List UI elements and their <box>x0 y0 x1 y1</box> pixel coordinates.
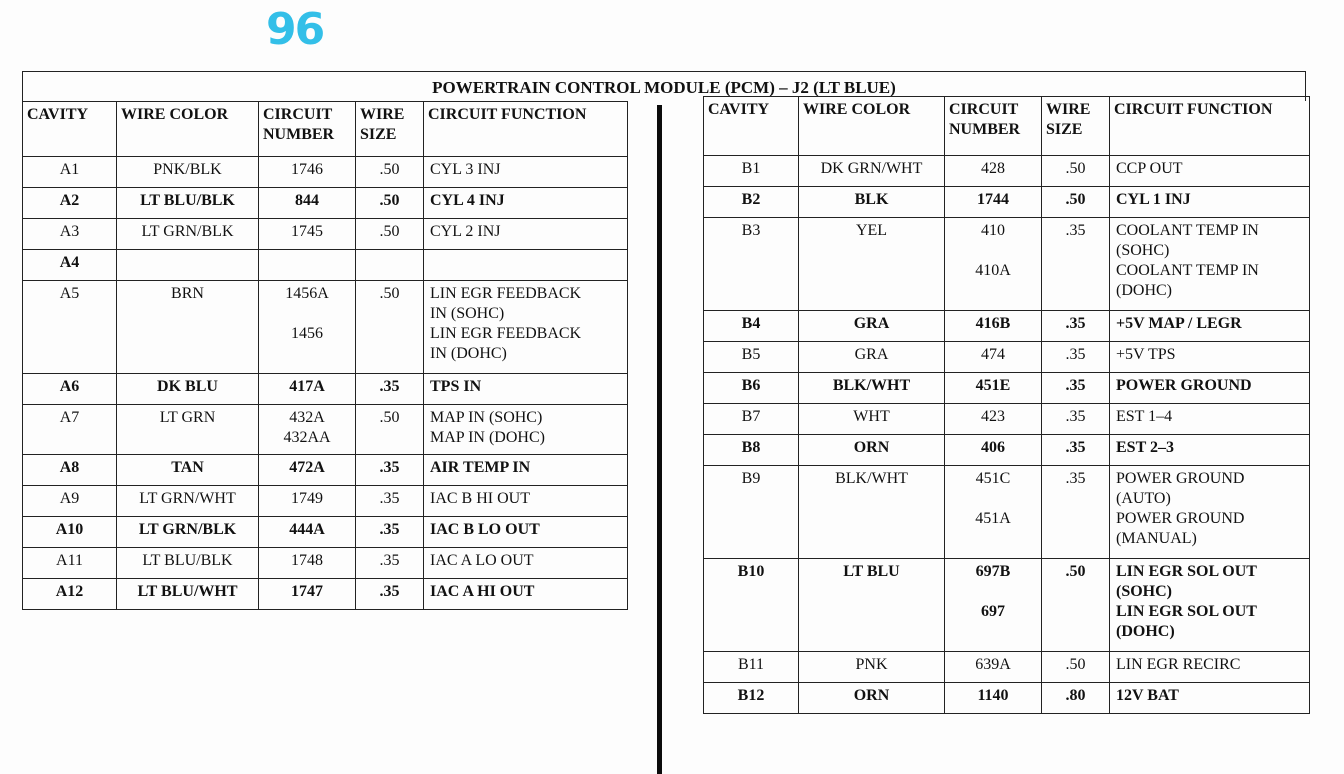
wire-color-cell: PNK <box>799 652 945 683</box>
circuit-number-line: 1456 <box>291 325 323 342</box>
circuit-function-line: CYL 1 INJ <box>1116 191 1191 208</box>
header-wire-color: WIRE COLOR <box>799 97 945 156</box>
cavity-cell: B7 <box>704 404 799 435</box>
table-row <box>23 374 628 405</box>
circuit-number-cell <box>259 219 356 250</box>
wire-size-cell: .80 <box>1042 683 1110 714</box>
circuit-function-line: CYL 2 INJ <box>430 223 501 240</box>
cavity-cell: A11 <box>23 548 117 579</box>
table-row <box>23 517 628 548</box>
circuit-function-cell <box>424 157 628 188</box>
circuit-function-line: POWER GROUND <box>1116 470 1245 487</box>
circuit-function-cell <box>424 250 628 281</box>
circuit-number-cell <box>945 652 1042 683</box>
circuit-function-line: POWER GROUND <box>1116 377 1252 394</box>
circuit-function-line: EST 2–3 <box>1116 439 1174 456</box>
table-row <box>704 652 1310 683</box>
circuit-number-cell <box>945 311 1042 342</box>
circuit-function-line: IAC B LO OUT <box>430 521 540 538</box>
circuit-number-line <box>949 582 1037 602</box>
cavity-cell: B9 <box>704 466 799 559</box>
header-wire-color: WIRE COLOR <box>117 102 259 157</box>
circuit-number-line: 406 <box>981 439 1005 456</box>
wire-color-cell <box>117 250 259 281</box>
wire-color-cell: BLK <box>799 187 945 218</box>
wire-size-cell: .35 <box>1042 466 1110 559</box>
circuit-number-line: 844 <box>295 192 319 209</box>
pin-table-left <box>22 101 628 610</box>
table-row <box>704 466 1310 559</box>
circuit-number-line: 416B <box>975 315 1011 332</box>
table-row <box>23 579 628 610</box>
wire-size-cell: .50 <box>356 405 424 455</box>
circuit-function-line: IAC B HI OUT <box>430 490 530 507</box>
wire-size-cell: .35 <box>1042 373 1110 404</box>
wire-size-cell: .35 <box>1042 311 1110 342</box>
wire-size-cell: .35 <box>356 374 424 405</box>
wire-size-cell: .50 <box>356 219 424 250</box>
circuit-number-cell <box>259 548 356 579</box>
table-row <box>23 219 628 250</box>
cavity-cell: A5 <box>23 281 117 374</box>
circuit-number-cell <box>945 559 1042 652</box>
wire-color-cell: LT GRN <box>117 405 259 455</box>
circuit-number-line: 417A <box>289 378 325 395</box>
circuit-number-cell <box>945 435 1042 466</box>
wire-size-cell: .35 <box>1042 342 1110 373</box>
circuit-number-cell <box>259 157 356 188</box>
circuit-number-cell <box>945 466 1042 559</box>
cavity-cell: B3 <box>704 218 799 311</box>
cavity-cell: B5 <box>704 342 799 373</box>
wire-size-cell: .35 <box>1042 435 1110 466</box>
circuit-function-cell <box>1110 156 1310 187</box>
wire-size-cell: .35 <box>356 579 424 610</box>
header-wire-size: WIRE SIZE <box>1042 97 1110 156</box>
cavity-cell: A4 <box>23 250 117 281</box>
cavity-cell: A1 <box>23 157 117 188</box>
circuit-function-line: CYL 4 INJ <box>430 192 505 209</box>
circuit-function-line: (DOHC) <box>1116 623 1175 640</box>
wire-color-cell: WHT <box>799 404 945 435</box>
circuit-number-cell <box>259 188 356 219</box>
circuit-number-line: 1747 <box>291 583 323 600</box>
cavity-cell: A12 <box>23 579 117 610</box>
circuit-number-cell <box>259 374 356 405</box>
table-row <box>23 405 628 455</box>
column-divider <box>657 105 662 774</box>
table-row <box>704 218 1310 311</box>
wire-size-cell: .50 <box>1042 156 1110 187</box>
wire-size-cell: .35 <box>356 548 424 579</box>
circuit-number-line: 1744 <box>977 191 1009 208</box>
circuit-function-line <box>430 253 623 273</box>
circuit-function-cell <box>424 455 628 486</box>
circuit-function-line: (SOHC) <box>1116 583 1172 600</box>
circuit-number-cell <box>945 342 1042 373</box>
table-row <box>23 455 628 486</box>
header-circuit-number: CIRCUIT NUMBER <box>945 97 1042 156</box>
circuit-number-line: 1749 <box>291 490 323 507</box>
cavity-cell: B4 <box>704 311 799 342</box>
wire-color-cell: LT BLU/BLK <box>117 548 259 579</box>
circuit-number-line: 410 <box>981 222 1005 239</box>
circuit-number-line: 444A <box>289 521 325 538</box>
circuit-function-cell <box>1110 218 1310 311</box>
circuit-number-line: 432AA <box>283 429 331 446</box>
wire-size-cell: .35 <box>356 486 424 517</box>
circuit-number-cell <box>259 486 356 517</box>
circuit-function-line: COOLANT TEMP IN <box>1116 262 1259 279</box>
table-row <box>704 683 1310 714</box>
cavity-cell: A10 <box>23 517 117 548</box>
circuit-function-line: LIN EGR FEEDBACK <box>430 325 582 342</box>
circuit-number-line <box>263 304 351 324</box>
circuit-number-line: 639A <box>975 656 1011 673</box>
wire-size-cell <box>356 250 424 281</box>
cavity-cell: A6 <box>23 374 117 405</box>
circuit-function-cell <box>424 517 628 548</box>
wire-color-cell: BLK/WHT <box>799 466 945 559</box>
wire-color-cell: GRA <box>799 342 945 373</box>
circuit-number-line: 451C <box>975 470 1011 487</box>
circuit-function-line: +5V TPS <box>1116 346 1176 363</box>
circuit-function-cell <box>1110 311 1310 342</box>
circuit-function-cell <box>1110 652 1310 683</box>
circuit-number-line <box>949 529 1037 549</box>
wire-color-cell: LT GRN/BLK <box>117 517 259 548</box>
circuit-function-line: LIN EGR FEEDBACK <box>430 285 582 302</box>
wire-size-cell: .50 <box>1042 187 1110 218</box>
circuit-number-line <box>263 344 351 364</box>
circuit-number-line: 423 <box>981 408 1005 425</box>
wire-size-cell: .35 <box>1042 404 1110 435</box>
cavity-cell: A9 <box>23 486 117 517</box>
cavity-cell: A2 <box>23 188 117 219</box>
circuit-function-line: LIN EGR SOL OUT <box>1116 603 1257 620</box>
circuit-number-line <box>263 253 351 273</box>
wire-size-cell: .35 <box>356 455 424 486</box>
circuit-number-cell <box>259 455 356 486</box>
circuit-function-cell <box>1110 404 1310 435</box>
page-number: 96 <box>266 4 324 55</box>
wire-color-cell: BLK/WHT <box>799 373 945 404</box>
table-row <box>704 342 1310 373</box>
wire-color-cell: LT BLU/WHT <box>117 579 259 610</box>
table-row <box>704 559 1310 652</box>
circuit-function-cell <box>1110 466 1310 559</box>
circuit-number-cell <box>945 218 1042 311</box>
circuit-number-line: 1140 <box>977 687 1009 704</box>
circuit-function-line: MAP IN (SOHC) <box>430 409 543 426</box>
circuit-function-cell <box>424 548 628 579</box>
circuit-function-line: IAC A HI OUT <box>430 583 535 600</box>
circuit-function-cell <box>424 405 628 455</box>
table-row <box>23 281 628 374</box>
circuit-number-line: 1745 <box>291 223 323 240</box>
circuit-number-cell <box>945 187 1042 218</box>
circuit-number-line: 451E <box>975 377 1011 394</box>
circuit-function-cell <box>1110 559 1310 652</box>
circuit-number-line <box>949 622 1037 642</box>
circuit-function-cell <box>1110 342 1310 373</box>
table-row <box>23 548 628 579</box>
wire-size-cell: .35 <box>356 517 424 548</box>
circuit-number-line: 451A <box>975 510 1011 527</box>
wire-color-cell: LT GRN/BLK <box>117 219 259 250</box>
circuit-function-cell <box>1110 435 1310 466</box>
header-circuit-number: CIRCUIT NUMBER <box>259 102 356 157</box>
table-row <box>704 435 1310 466</box>
wire-size-cell: .50 <box>356 157 424 188</box>
circuit-function-cell <box>1110 187 1310 218</box>
circuit-function-cell <box>424 374 628 405</box>
wire-color-cell: TAN <box>117 455 259 486</box>
circuit-number-cell <box>945 373 1042 404</box>
wire-size-cell: .50 <box>356 281 424 374</box>
cavity-cell: B8 <box>704 435 799 466</box>
cavity-cell: A7 <box>23 405 117 455</box>
circuit-function-line: (SOHC) <box>1116 242 1170 259</box>
circuit-function-line: EST 1–4 <box>1116 408 1173 425</box>
circuit-number-line: 1748 <box>291 552 323 569</box>
wire-color-cell: PNK/BLK <box>117 157 259 188</box>
table-row <box>704 373 1310 404</box>
circuit-function-line: +5V MAP / LEGR <box>1116 315 1242 332</box>
wire-size-cell: .50 <box>356 188 424 219</box>
cavity-cell: A8 <box>23 455 117 486</box>
table-row <box>23 250 628 281</box>
wire-color-cell: LT GRN/WHT <box>117 486 259 517</box>
circuit-function-line: LIN EGR SOL OUT <box>1116 563 1257 580</box>
circuit-number-cell <box>945 683 1042 714</box>
wire-size-cell: .35 <box>1042 218 1110 311</box>
cavity-cell: A3 <box>23 219 117 250</box>
circuit-number-line: 697 <box>981 603 1005 620</box>
circuit-number-line: 474 <box>981 346 1005 363</box>
circuit-function-line: IAC A LO OUT <box>430 552 534 569</box>
circuit-function-cell <box>424 281 628 374</box>
wire-color-cell: GRA <box>799 311 945 342</box>
wire-color-cell: DK GRN/WHT <box>799 156 945 187</box>
circuit-number-line: 1746 <box>291 161 323 178</box>
wire-color-cell: BRN <box>117 281 259 374</box>
pin-table-right <box>703 96 1310 714</box>
wire-color-cell: ORN <box>799 683 945 714</box>
cavity-cell: B2 <box>704 187 799 218</box>
circuit-number-line: 472A <box>289 459 325 476</box>
circuit-function-cell <box>424 579 628 610</box>
circuit-function-line: AIR TEMP IN <box>430 459 531 476</box>
table-row <box>704 404 1310 435</box>
circuit-function-line: IN (SOHC) <box>430 305 505 322</box>
circuit-number-cell <box>259 517 356 548</box>
wire-color-cell: LT BLU/BLK <box>117 188 259 219</box>
circuit-number-line: 410A <box>975 262 1011 279</box>
cavity-cell: B12 <box>704 683 799 714</box>
circuit-number-line: 697B <box>975 563 1011 580</box>
circuit-function-line: (DOHC) <box>1116 282 1172 299</box>
circuit-function-line: CCP OUT <box>1116 160 1183 177</box>
circuit-function-line: (MANUAL) <box>1116 530 1197 547</box>
circuit-function-cell <box>424 219 628 250</box>
circuit-number-line <box>949 489 1037 509</box>
table-row <box>704 156 1310 187</box>
circuit-function-line: (AUTO) <box>1116 490 1171 507</box>
circuit-function-cell <box>424 486 628 517</box>
circuit-function-line: 12V BAT <box>1116 687 1179 704</box>
circuit-number-cell <box>945 404 1042 435</box>
circuit-number-cell <box>945 156 1042 187</box>
wire-color-cell: YEL <box>799 218 945 311</box>
circuit-number-line <box>949 281 1037 301</box>
circuit-function-line: IN (DOHC) <box>430 345 507 362</box>
circuit-function-line: MAP IN (DOHC) <box>430 429 545 446</box>
circuit-number-line <box>949 241 1037 261</box>
cavity-cell: B11 <box>704 652 799 683</box>
header-wire-size: WIRE SIZE <box>356 102 424 157</box>
circuit-function-line: LIN EGR RECIRC <box>1116 656 1241 673</box>
circuit-function-line: POWER GROUND <box>1116 510 1245 527</box>
circuit-function-cell <box>1110 373 1310 404</box>
wire-color-cell: ORN <box>799 435 945 466</box>
header-cavity: CAVITY <box>704 97 799 156</box>
circuit-number-line: 432A <box>289 409 325 426</box>
circuit-function-cell <box>424 188 628 219</box>
table-title: POWERTRAIN CONTROL MODULE (PCM) – J2 (LT BLUE) <box>432 78 896 97</box>
table-row <box>23 486 628 517</box>
cavity-cell: B6 <box>704 373 799 404</box>
circuit-number-line: 1456A <box>285 285 329 302</box>
table-row <box>704 187 1310 218</box>
wire-size-cell: .50 <box>1042 559 1110 652</box>
table-row <box>23 188 628 219</box>
circuit-function-cell <box>1110 683 1310 714</box>
header-circuit-function: CIRCUIT FUNCTION <box>424 102 628 157</box>
circuit-number-line: 428 <box>981 160 1005 177</box>
header-cavity: CAVITY <box>23 102 117 157</box>
wire-color-cell: LT BLU <box>799 559 945 652</box>
header-circuit-function: CIRCUIT FUNCTION <box>1110 97 1310 156</box>
circuit-number-cell <box>259 281 356 374</box>
circuit-function-line: TPS IN <box>430 378 482 395</box>
cavity-cell: B1 <box>704 156 799 187</box>
wire-size-cell: .50 <box>1042 652 1110 683</box>
wire-color-cell: DK BLU <box>117 374 259 405</box>
table-row <box>23 157 628 188</box>
cavity-cell: B10 <box>704 559 799 652</box>
circuit-function-line: COOLANT TEMP IN <box>1116 222 1259 239</box>
circuit-number-cell <box>259 405 356 455</box>
table-row <box>704 311 1310 342</box>
circuit-number-cell <box>259 250 356 281</box>
circuit-number-cell <box>259 579 356 610</box>
circuit-function-line: CYL 3 INJ <box>430 161 501 178</box>
